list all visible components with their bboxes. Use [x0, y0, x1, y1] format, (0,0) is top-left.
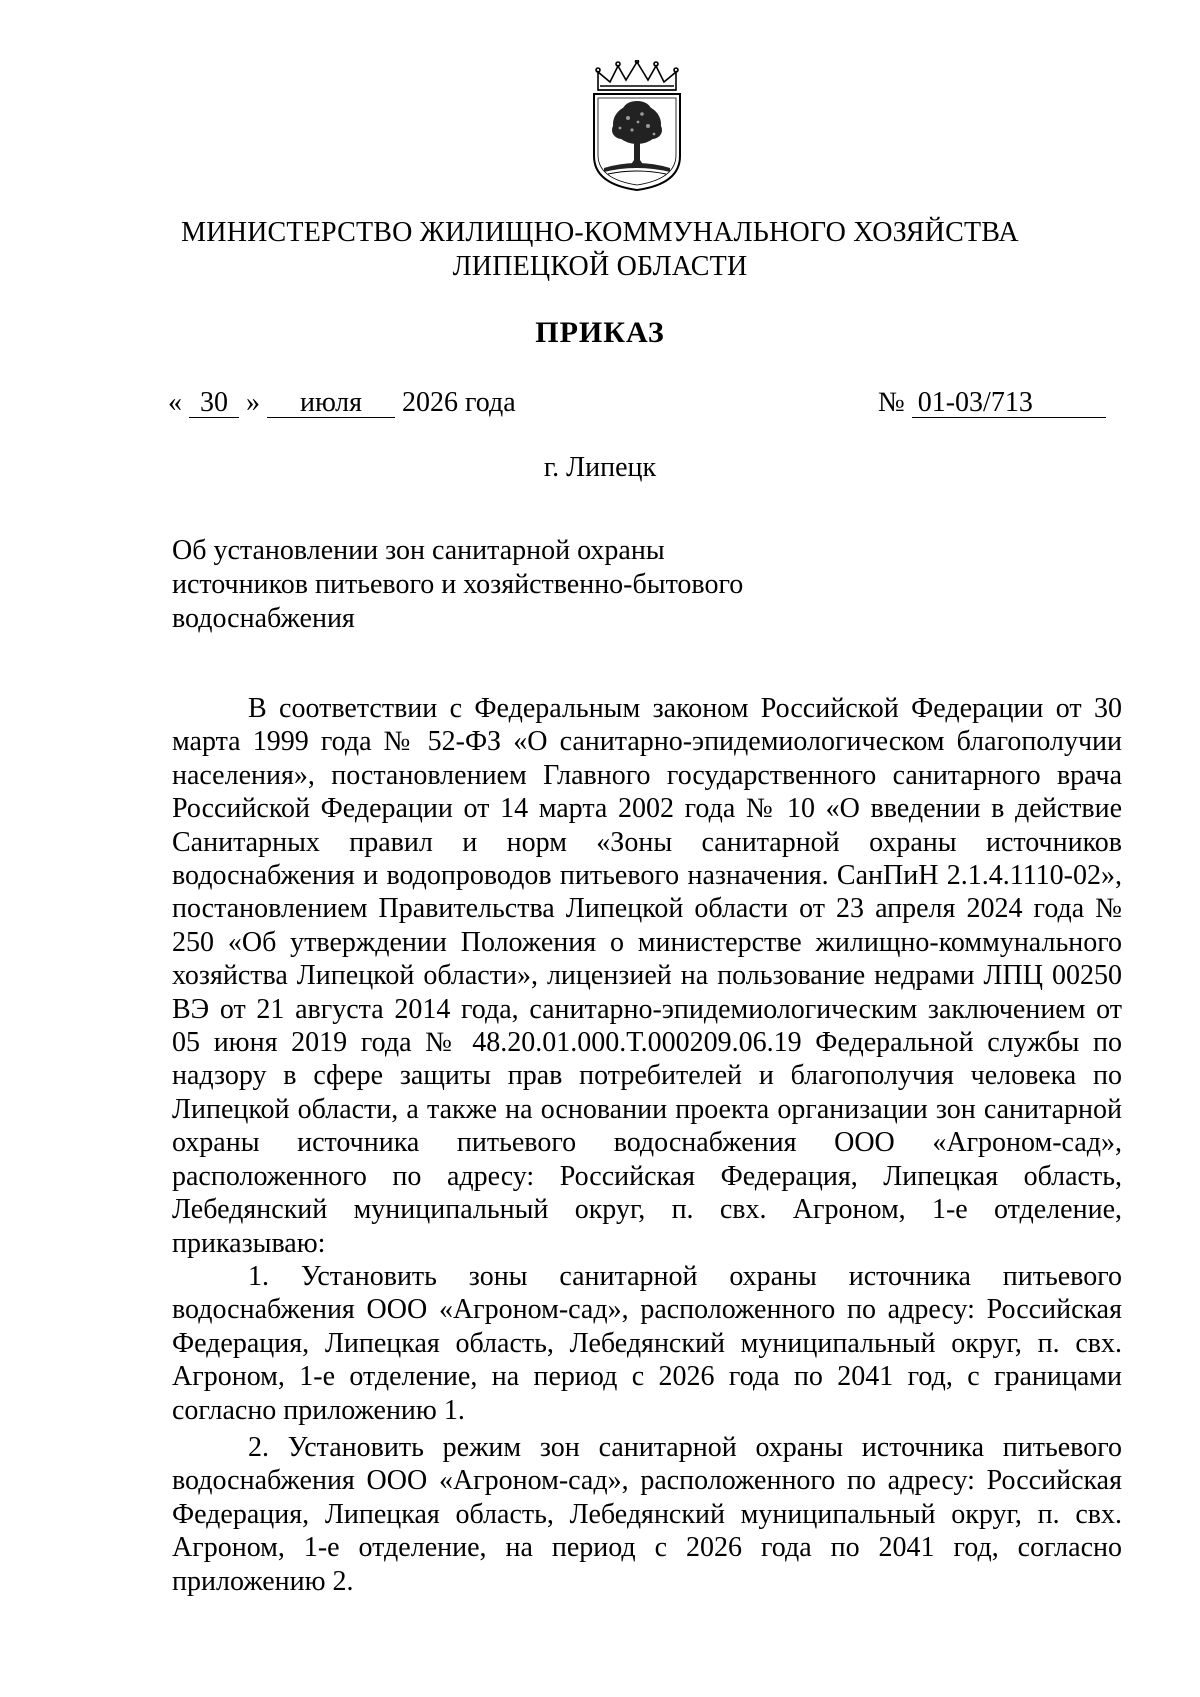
order-body [172, 692, 1122, 1598]
order-item-2: 2. Установить режим зон санитарной охраны источника питьевого водоснабжения ООО «Агроном-сад», расположенного по адресу: Российская Федерация, Липецкая область, Лебедянский муниципальный округ, п. свх. Агроном, 1-е отделение, на период с 2026 года по 2041 год, согласно приложению 2. [172, 1431, 1122, 1597]
date-month: июля [267, 389, 395, 418]
ministry-line-1: МИНИСТЕРСТВО ЖИЛИЩНО-КОММУНАЛЬНОГО ХОЗЯЙСТВА [181, 217, 1019, 248]
date-open-quote: « [168, 387, 182, 418]
document-number [878, 386, 1106, 420]
document-type-title: ПРИКАЗ [535, 316, 665, 349]
city-name: г. Липецк [543, 452, 657, 483]
date-day: 30 [189, 389, 239, 418]
number-sign: № [878, 387, 905, 418]
number-value: 01-03/713 [912, 389, 1106, 418]
ministry-name [0, 216, 1200, 284]
order-item-1: 1. Установить зоны санитарной охраны источника питьевого водоснабжения ООО «Агроном-сад», расположенного по адресу: Российская Федерация, Липецкая область, Лебедянский муниципальный округ, п. свх. Агроном, 1-е отделение, на период с 2026 года по 2041 год, с границами согласно приложению 1. [172, 1260, 1122, 1426]
date-close-quote: » [246, 387, 260, 418]
preamble-text: В соответствии с Федеральным законом Российской Федерации от 30 марта 1999 года № 52-ФЗ «О санитарно-эпидемиологическом благополучии населения», постановлением Главного государственного санитарного врача Российской Федерации от 14 марта 2002 года № 10 «О введении в действие Санитарных правил и норм «Зоны санитарной охраны источников водоснабжения и водопроводов питьевого назначения. СанПиН 2.1.4.1110-02», постановлением Правительства Липецкой области от 23 апреля 2024 года № 250 «Об утверждении Положения о министерстве жилищно-коммунального хозяйства Липецкой области», лицензией на пользование недрами ЛПЦ 00250 ВЭ от 21 августа 2014 года, санитарно-эпидемиологическим заключением от 05 июня 2019 года № 48.20.01.000.Т.000209.06.19 Федеральной службы по надзору в сфере защиты прав потребителей и благополучия человека по Липецкой области, а также на основании проекта организации зон санитарной охраны источника питьевого водоснабжения ООО «Агроном-сад», расположенного по адресу: Российская Федерация, Липецкая область, Лебедянский муниципальный округ, п. свх. Агроном, 1-е отделение, [172, 693, 1122, 1226]
order-word: приказываю: [172, 1227, 326, 1259]
coat-of-arms-icon [590, 60, 684, 192]
preamble-paragraph [172, 692, 1122, 1260]
ministry-line-2: ЛИПЕЦКОЙ ОБЛАСТИ [452, 251, 748, 282]
order-subject: Об установлении зон санитарной охраны источников питьевого и хозяйственно-бытового водоснабжения [172, 535, 744, 634]
date-year: 2026 года [402, 387, 516, 418]
document-date [168, 386, 516, 420]
